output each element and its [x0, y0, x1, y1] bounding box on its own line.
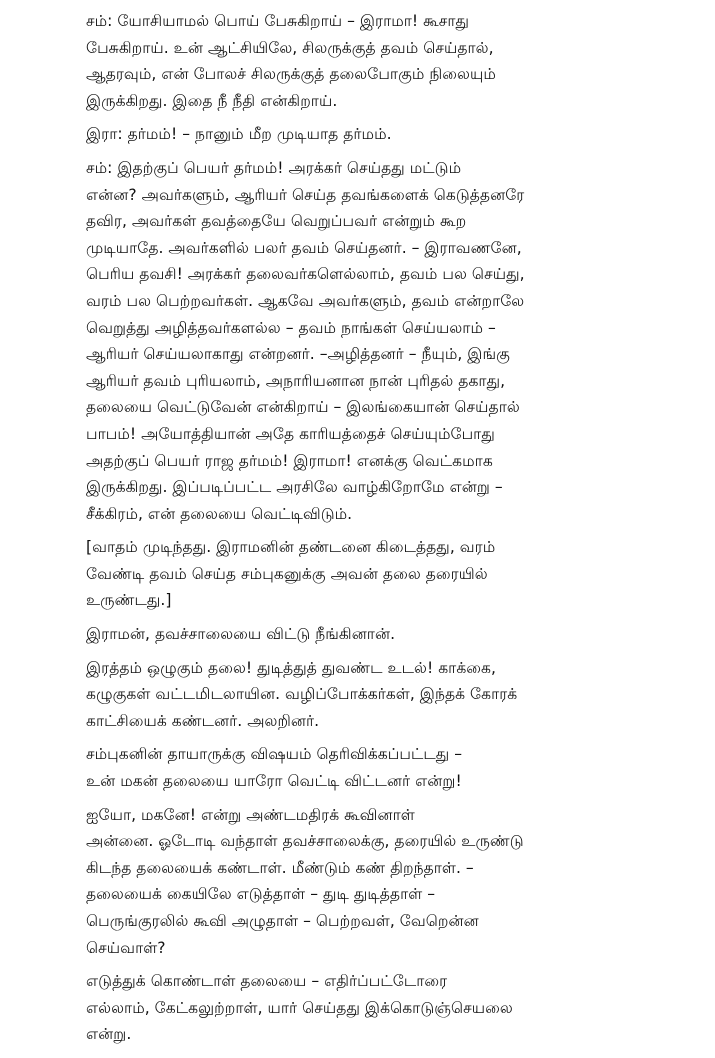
- text-line: உருண்டது.]: [86, 591, 172, 610]
- text-line: என்ன? அவர்களும், ஆரியர் செய்த தவங்களைக் கெடுத்தனரே: [86, 185, 525, 204]
- text-line: இரா: தர்மம்! – நானும் மீற முடியாத தர்மம்.: [86, 125, 392, 144]
- paragraph-bleeding-head: [52, 655, 695, 735]
- text-line: பெரிய தவசி! அரக்கர் தலைவர்களெல்லாம், தவம் பல செய்து,: [86, 265, 525, 284]
- text-line: இருக்கிறது. இதை நீ நீதி என்கிறாய்.: [86, 91, 338, 110]
- text-line: பெருங்குரலில் கூவி அழுதாள் – பெற்றவள், வேறென்ன: [86, 912, 479, 930]
- text-line: இராமன், தவச்சாலையை விட்டு நீங்கினான்.: [86, 625, 396, 644]
- text-line: சீக்கிரம், என் தலையை வெட்டிவிடும்.: [86, 504, 353, 523]
- text-line: வேண்டி தவம் செய்த சம்புகனுக்கு அவன் தலை தரையில்: [86, 564, 488, 583]
- text-line: ஆரியர் தவம் புரியலாம், அநாரியனான நான் புரிதல் தகாது,: [86, 371, 506, 390]
- text-line: வெறுத்து அழித்தவர்களல்ல – தவம் நாங்கள் செய்யலாம் –: [86, 318, 496, 337]
- text-line: ஆதரவும், என் போலச் சிலருக்குத் தலைபோகும் நிலையும்: [86, 65, 496, 84]
- text-line: பேசுகிறாய். உன் ஆட்சியிலே, சிலருக்குத் தவம் செய்தால்,: [86, 38, 494, 57]
- text-line: சம்புகனின் தாயாருக்கு விஷயம் தெரிவிக்கப்பட்டது –: [86, 745, 463, 764]
- text-line: முடியாதே. அவர்களில் பலர் தவம் செய்தனர். – இராவணனே,: [86, 238, 522, 257]
- paragraph-rama-reply: [52, 121, 695, 148]
- paragraph-rama-leaves: [52, 621, 695, 648]
- text-line: காட்சியைக் கண்டனர். அலறினர்.: [86, 711, 320, 730]
- text-line: எல்லாம், கேட்கலுற்றாள், யார் செய்தது இக்கொடுஞ்செயலை: [86, 998, 513, 1017]
- text-line: [வாதம் முடிந்தது. இராமனின் தண்டனை கிடைத்தது, வரம்: [86, 538, 496, 557]
- paragraph-mother-asks: [52, 968, 695, 1048]
- text-line: எடுத்துக் கொண்டாள் தலையை – எதிர்ப்பட்டோரை: [86, 972, 448, 991]
- text-line: ஐயோ, மகனே! என்று அண்டமதிரக் கூவினாள்: [86, 805, 415, 824]
- paragraph-mother-cries: [52, 802, 695, 962]
- text-line: தலையைக் கையிலே எடுத்தாள் – துடி துடித்தாள் –: [86, 885, 436, 904]
- text-line: தவிர, அவர்கள் தவத்தையே வெறுப்பவர் என்றும் கூற: [86, 212, 467, 231]
- text-line: சம்: இதற்குப் பெயர் தர்மம்! அரக்கர் செய்தது மட்டும்: [86, 158, 462, 177]
- text-line: தலையை வெட்டுவேன் என்கிறாய் – இலங்கையான் செய்தால்: [86, 398, 520, 417]
- text-line: ஆரியர் செய்யலாகாது என்றனர். –அழித்தனர் – நீயும், இங்கு: [86, 345, 510, 364]
- paragraph-mother-informed: [52, 741, 695, 794]
- text-line: உன் மகன் தலையை யாரோ வெட்டி விட்டனர் என்று!: [86, 772, 462, 791]
- text-line: பாபம்! அயோத்தியான் அதே காரியத்தைச் செய்யும்போது: [86, 424, 495, 443]
- text-line: இருக்கிறது. இப்படிப்பட்ட அரசிலே வாழ்கிறோமே என்று –: [86, 478, 503, 497]
- text-line: சம்: யோசியாமல் பொய் பேசுகிறாய் – இராமா! கூசாது: [86, 12, 470, 30]
- text-line: இரத்தம் ஒழுகும் தலை! துடித்துத் துவண்ட உடல்! காக்கை,: [86, 658, 496, 677]
- text-line: செய்வாள்?: [86, 938, 166, 957]
- text-line: கழுகுகள் வட்டமிடலாயின. வழிப்போக்கர்கள், இந்தக் கோரக்: [86, 685, 518, 704]
- text-line: அன்னை. ஓடோடி வந்தாள் தவச்சாலைக்கு, தரையில் உருண்டு: [86, 832, 524, 851]
- paragraph-bracketed-note: [52, 534, 695, 614]
- text-line: கிடந்த தலையைக் கண்டாள். மீண்டும் கண் திறந்தாள். –: [86, 858, 474, 877]
- text-line: வரம் பல பெற்றவர்கள். ஆகவே அவர்களும், தவம் என்றாலே: [86, 291, 525, 310]
- paragraph-sambukan-reply: [52, 8, 695, 114]
- paragraph-sambukan-argument: [52, 155, 695, 527]
- text-line: என்று.: [86, 1025, 132, 1044]
- text-line: அதற்குப் பெயர் ராஜ தர்மம்! இராமா! எனக்கு வெட்கமாக: [86, 451, 493, 470]
